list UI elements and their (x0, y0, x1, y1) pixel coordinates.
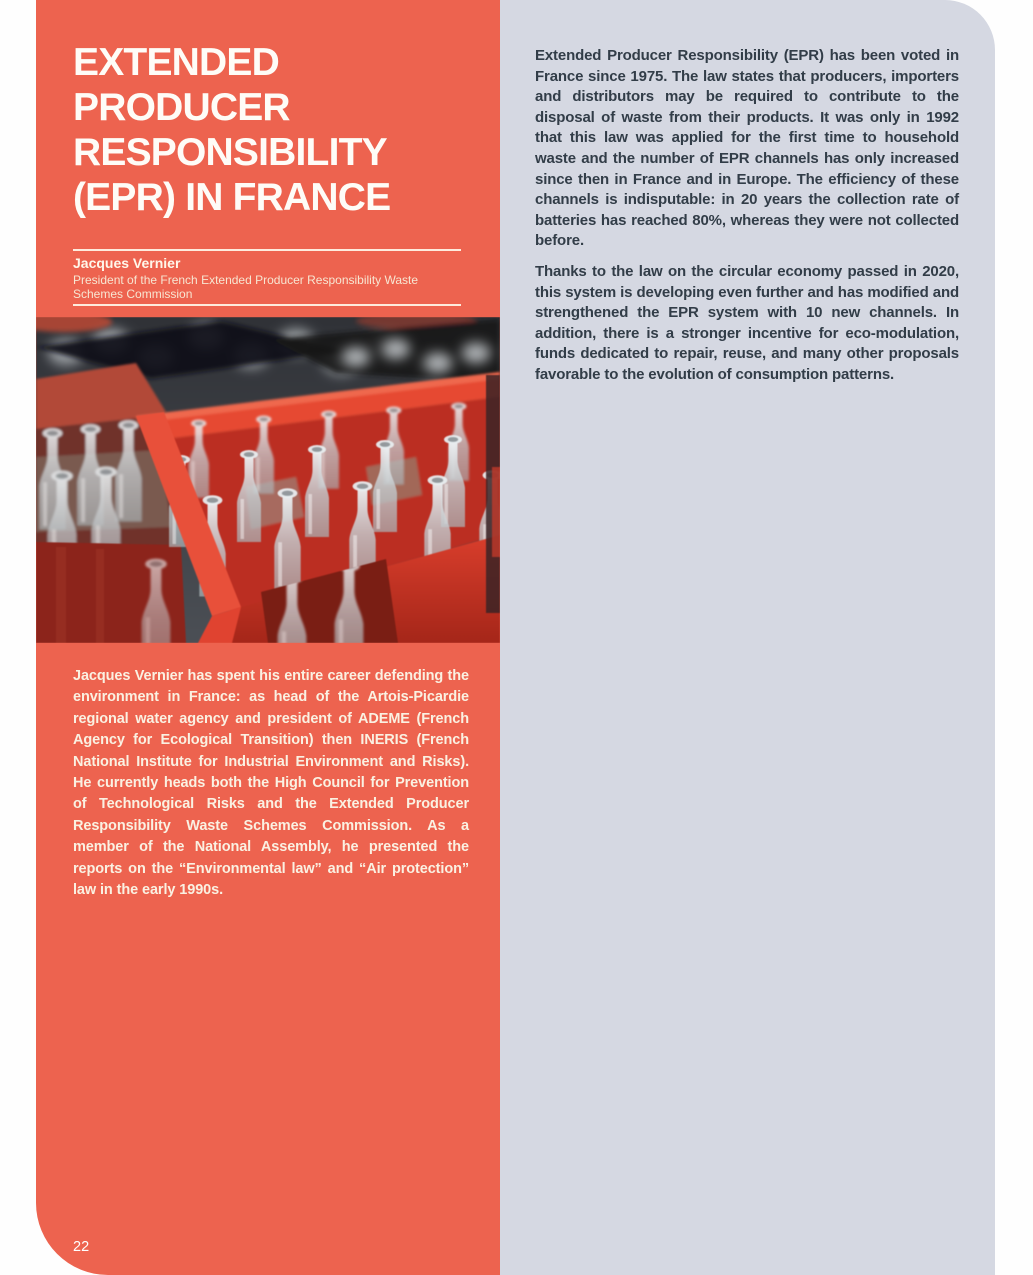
separator-line-top (73, 249, 461, 251)
right-content-panel (500, 0, 995, 1275)
paragraph: Thanks to the law on the circular economy passed in 2020, this system is developing even further and has modified and strengthened the EPR system with 10 new channels. In addition, there is a stronger incentive for eco-modulation, funds dedicated to repair, reuse, and many other proposals favorable to the evolution of consumption patterns. (535, 262, 959, 383)
left-orange-panel (36, 0, 500, 1275)
separator-line-bottom (73, 304, 461, 306)
title-line: PRODUCER (73, 86, 290, 129)
page-number: 22 (73, 1239, 90, 1255)
title-line: EXTENDED (73, 41, 279, 84)
author-role-line: President of the French Extended Producer Responsibility Waste (73, 273, 419, 287)
author-name: Jacques Vernier (73, 255, 181, 271)
title-line: RESPONSIBILITY (73, 131, 387, 174)
author-role (73, 273, 418, 301)
page-title (73, 40, 488, 220)
body-text (535, 46, 959, 396)
bottles-crates-photo (36, 317, 500, 643)
title-line: (EPR) IN FRANCE (73, 176, 391, 219)
paragraph: Extended Producer Responsibility (EPR) has been voted in France since 1975. The law states that producers, importers and distributors may be required to contribute to the disposal of waste from their products. It was only in 1992 that this law was applied for the first time to household waste and the number of EPR channels has only increased since then in France and in Europe. The efficiency of these channels is indisputable: in 20 years the collection rate of batteries has reached 80%, whereas they were not collected before. (535, 47, 959, 250)
author-role-line: Schemes Commission (73, 287, 193, 301)
author-bio: Jacques Vernier has spent his entire career defending the environment in France: as head of the Artois-Picardie regional water agency and president of ADEME (French Agency for Ecological Transition) then INERIS (French National Institute for Industrial Environment and Risks). He currently heads both the High Council for Prevention of Technological Risks and the Extended Producer Responsibility Waste Schemes Commission. As a member of the National Assembly, he presented the reports on the “Environmental law” and “Air protection” law in the early 1990s. (73, 668, 469, 899)
